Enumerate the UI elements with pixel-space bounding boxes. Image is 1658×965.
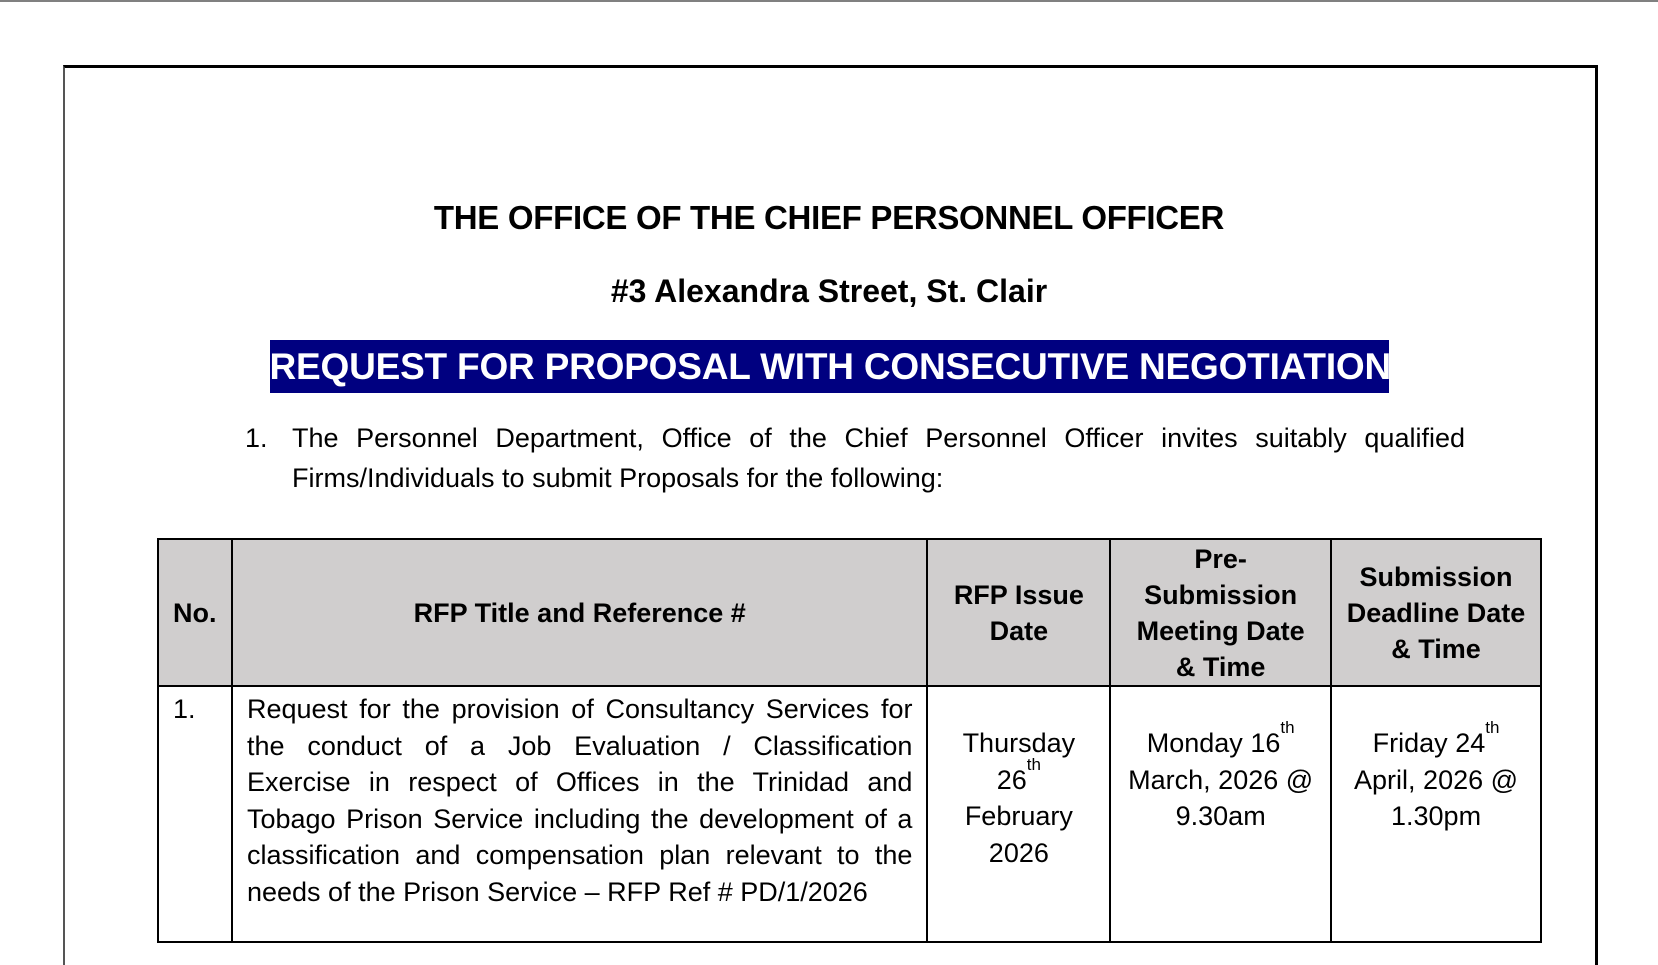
pre-submission-month-year: March, 2026 @: [1128, 764, 1314, 795]
issue-day-suffix: th: [1026, 754, 1041, 774]
issue-day-number: 26: [996, 764, 1027, 795]
deadline-month-year: April, 2026 @: [1354, 764, 1519, 795]
office-heading: THE OFFICE OF THE CHIEF PERSONNEL OFFICER: [433, 199, 1225, 236]
table-row: [158, 686, 1541, 942]
issue-year: 2026: [988, 837, 1049, 868]
pre-submission-day-name: Monday: [1146, 728, 1243, 758]
deadline-day-suffix: th: [1485, 718, 1500, 737]
pre-submission-day: [1111, 718, 1330, 762]
pre-submission-day-suffix: th: [1280, 718, 1295, 737]
header-issue-date-line: RFP Issue: [953, 579, 1084, 610]
intro-paragraph: [245, 418, 1465, 498]
intro-text: [292, 418, 1465, 498]
deadline-day-name: Friday: [1372, 728, 1448, 758]
rfp-table: [157, 538, 1542, 943]
cell-issue-date: [927, 686, 1110, 942]
table-header-row: [158, 539, 1541, 686]
header-pre-submission-line: Meeting Date: [1136, 615, 1305, 646]
deadline-day: [1332, 718, 1540, 762]
office-address: #3 Alexandra Street, St. Clair: [610, 273, 1048, 309]
cell-rfp-title: Request for the provision of Consultancy Services for the conduct of a Job Evaluation / Classification Exercise in respect of Offices in the Trinidad and Tobago Prison Service including the development of a classification and compensation plan relevant to the needs of the Prison Service – RFP Ref # PD/1/2026: [232, 686, 927, 942]
issue-day-name: Thursday: [962, 728, 1076, 758]
pre-submission-time: 9.30am: [1175, 801, 1266, 831]
header-issue-date: [927, 539, 1110, 686]
deadline-day-number: 24: [1455, 728, 1486, 758]
window-top-edge: [0, 0, 1658, 2]
deadline-time: 1.30pm: [1391, 801, 1482, 831]
intro-line-1: The Personnel Department, Office of the Chief Personnel Officer invites suitably qualified: [292, 423, 1465, 453]
rfp-banner-title: REQUEST FOR PROPOSAL WITH CONSECUTIVE NEGOTIATIONS: [270, 340, 1389, 393]
header-issue-date-line: Date: [989, 615, 1049, 646]
header-pre-submission-line: & Time: [1175, 651, 1266, 682]
header-deadline-line: & Time: [1391, 633, 1481, 664]
header-deadline-line: Deadline Date: [1346, 597, 1526, 628]
issue-day: [928, 754, 1109, 799]
header-title: RFP Title and Reference #: [232, 539, 927, 686]
cell-pre-submission: [1110, 686, 1331, 942]
pre-submission-day-number: 16: [1250, 728, 1281, 758]
header-pre-submission: [1110, 539, 1331, 686]
banner-container: [0, 340, 1658, 393]
intro-list-number: 1.: [245, 423, 268, 453]
cell-no: 1.: [158, 686, 232, 942]
intro-line-2: Firms/Individuals to submit Proposals for the following:: [292, 463, 944, 493]
header-pre-submission-line: Submission: [1144, 579, 1298, 610]
header-deadline: [1331, 539, 1541, 686]
header-pre-submission-line: Pre-: [1194, 543, 1247, 574]
header-deadline-line: Submission: [1359, 561, 1513, 592]
issue-month: February: [964, 801, 1073, 831]
header-no: No.: [158, 539, 232, 686]
cell-deadline: [1331, 686, 1541, 942]
